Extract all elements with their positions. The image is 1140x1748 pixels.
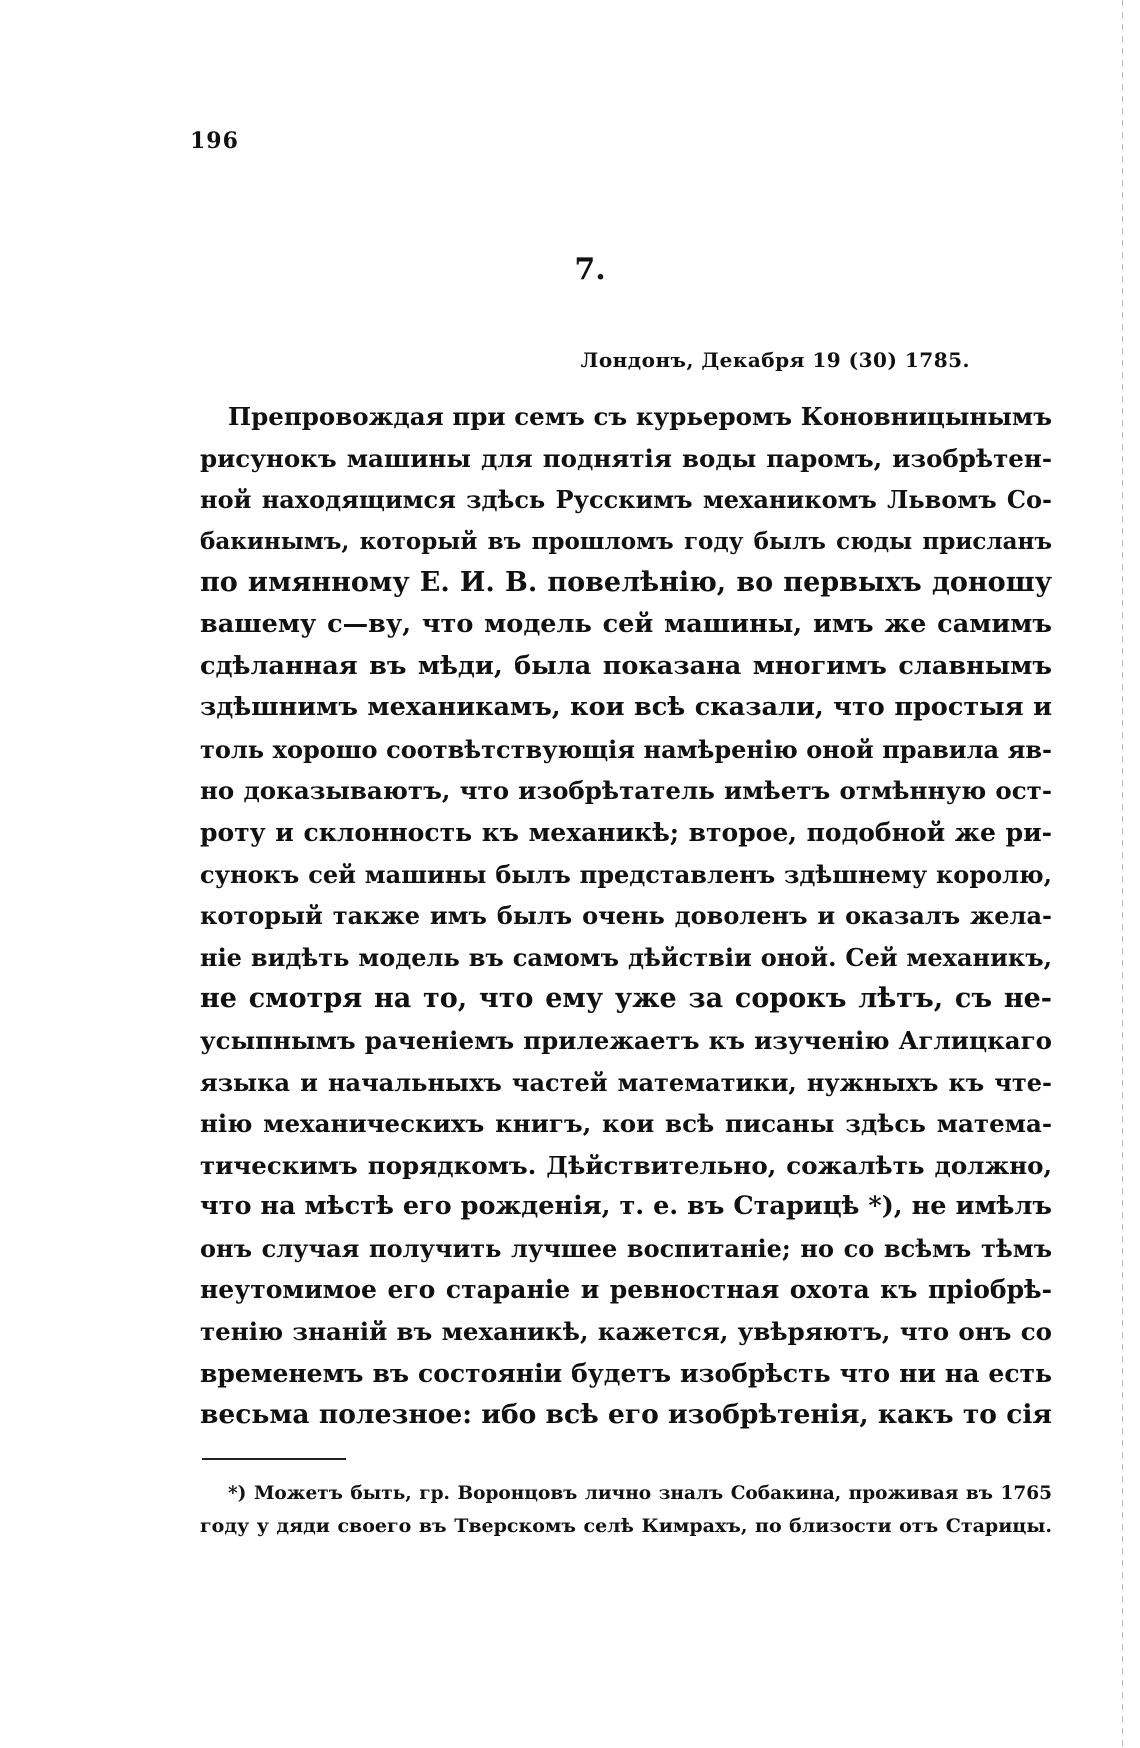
body-line: вашему с—ву, что модель сей машины, имъ же самимъ — [200, 608, 1052, 639]
body-line: сдѣланная въ мѣди, была показана многимъ славнымъ — [200, 650, 1052, 681]
body-line: но доказываютъ, что изобрѣтатель имѣетъ отмѣнную ост- — [200, 776, 1052, 806]
letter-number: 7. — [574, 252, 606, 287]
body-line: тическимъ порядкомъ. Дѣйствительно, сожалѣть должно, — [200, 1150, 1052, 1180]
body-line: толь хорошо соотвѣтствующія намѣренію оной правила яв- — [200, 734, 1052, 764]
body-line: усыпнымъ раченіемъ прилежаетъ къ изученію Аглицкаго — [200, 1025, 1052, 1055]
body-line: нію механическихъ книгъ, кои всѣ писаны здѣсь матема- — [200, 1109, 1052, 1139]
body-line: ніе видѣть модель въ самомъ дѣйствіи оной. Сей механикъ, — [200, 942, 1052, 972]
footnote-line: *) Можетъ быть, гр. Воронцовъ лично зналъ Собакина, проживая въ 1765 — [228, 1483, 1052, 1504]
body-line: онъ случая получить лучшее воспитаніе; но со всѣмъ тѣмъ — [200, 1233, 1052, 1263]
footnote-divider — [202, 1458, 346, 1460]
body-line: ной находящимся здѣсь Русскимъ механикомъ Львомъ Со- — [200, 485, 1052, 515]
body-line: рисунокъ машины для поднятія воды паромъ, изобрѣтен- — [200, 443, 1052, 473]
page-number: 196 — [190, 128, 239, 154]
body-line: который также имъ былъ очень доволенъ и оказалъ жела- — [200, 901, 1052, 931]
body-line: тенію знаній въ механикѣ, кажется, увѣряютъ, что онъ со — [200, 1317, 1052, 1347]
body-line: роту и склонность къ механикѣ; второе, подобной же ри- — [200, 817, 1052, 847]
dateline: Лондонъ, Декабря 19 (30) 1785. — [580, 348, 970, 372]
body-line: временемъ въ состояніи будетъ изобрѣсть что ни на есть — [200, 1358, 1052, 1388]
body-line: бакинымъ, который въ прошломъ году былъ сюды присланъ — [200, 527, 1052, 555]
footnote — [200, 1478, 1052, 1542]
body-line: не смотря на то, что ему уже за сорокъ лѣтъ, съ не- — [200, 983, 1052, 1015]
body-line: Препровождая при семъ съ курьеромъ Коновницынымъ — [228, 402, 1052, 431]
body-line: по имянному Е. И. В. повелѣнію, во первыхъ доношу — [200, 567, 1052, 599]
body-line: языка и начальныхъ частей математики, нужныхъ къ чте- — [200, 1067, 1052, 1097]
body-line: что на мѣстѣ его рожденія, т. е. въ Старицѣ *), не имѣлъ — [200, 1191, 1052, 1222]
page-edge-line — [1122, 0, 1123, 1748]
body-line: неутомимое его стараніе и ревностная охота къ пріобрѣ- — [200, 1275, 1052, 1305]
letter-body — [200, 396, 1052, 1436]
footnote-line: году у дяди своего въ Тверскомъ селѣ Кимрахъ, по близости отъ Старицы. — [200, 1515, 1052, 1537]
body-line: весьма полезное: ибо всѣ его изобрѣтенія, какъ то сія — [200, 1399, 1052, 1431]
body-line: сунокъ сей машины былъ представленъ здѣшнему королю, — [200, 859, 1052, 889]
body-line: здѣшнимъ механикамъ, кои всѣ сказали, что простыя и — [200, 692, 1052, 723]
